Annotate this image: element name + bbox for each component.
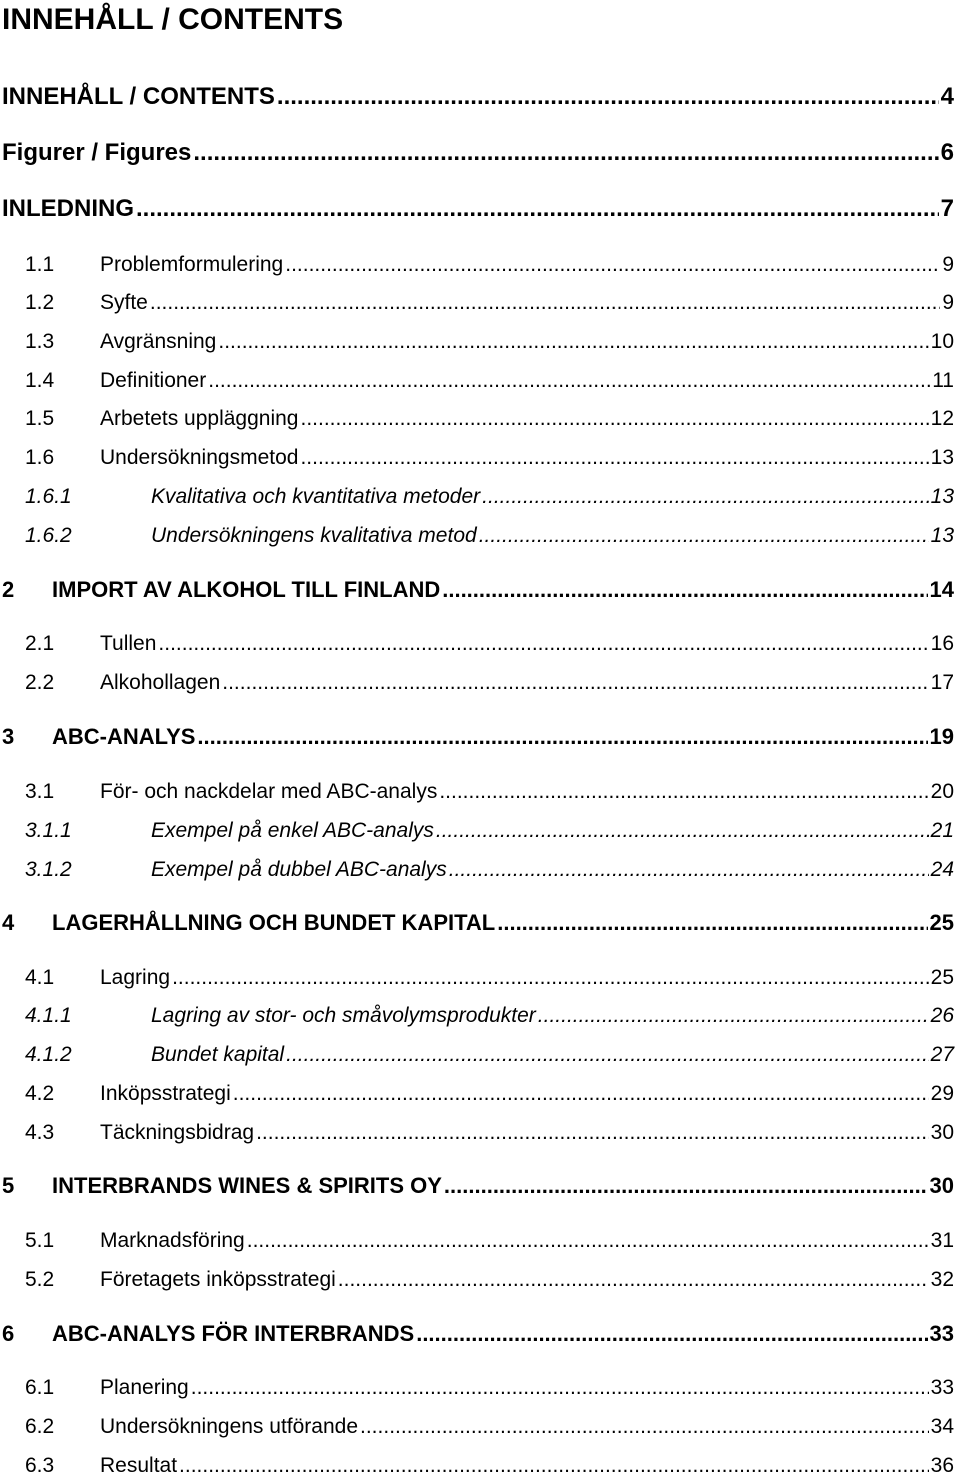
toc-entry-title: Lagring xyxy=(100,966,171,989)
toc-entry-page-number: 17 xyxy=(930,671,954,694)
toc-entry-number: 4.2 xyxy=(25,1082,55,1105)
dot-leader xyxy=(222,670,928,696)
toc-entry-title: Kvalitativa och kvantitativa metoder xyxy=(151,485,481,508)
toc-entry-title: Marknadsföring xyxy=(100,1229,245,1252)
dot-leader xyxy=(479,523,929,549)
dot-leader xyxy=(286,1042,929,1068)
dot-leader xyxy=(497,910,927,936)
toc-entry-number: 1.2 xyxy=(25,291,55,314)
dot-leader xyxy=(193,140,938,166)
dot-leader xyxy=(150,290,940,316)
toc-entry-number: 2.1 xyxy=(25,632,55,655)
toc-entry-title: Inköpsstrategi xyxy=(100,1082,231,1105)
toc-entry-number: 3 xyxy=(2,724,15,749)
toc-entry-page-number: 33 xyxy=(929,1321,954,1346)
toc-entry-number: 4.1.1 xyxy=(25,1004,72,1027)
toc-entry[interactable] xyxy=(0,1267,954,1293)
toc-entry[interactable] xyxy=(0,1042,954,1068)
toc-entry-page-number: 33 xyxy=(930,1376,954,1399)
toc-entry[interactable] xyxy=(0,290,954,316)
toc-entry-number: 1.5 xyxy=(25,407,55,430)
toc-entry-number: 6.2 xyxy=(25,1415,55,1438)
toc-entry[interactable] xyxy=(0,1003,954,1029)
toc-entry[interactable] xyxy=(2,84,954,110)
toc-entry-title: LAGERHÅLLNING OCH BUNDET KAPITAL xyxy=(52,910,496,935)
toc-entry-title: Exempel på enkel ABC-analys xyxy=(151,819,434,842)
dot-leader xyxy=(449,857,929,883)
toc-entry-page-number: 14 xyxy=(929,577,954,602)
dot-leader xyxy=(247,1228,929,1254)
toc-entry-number: 1.3 xyxy=(25,330,55,353)
toc-entry[interactable] xyxy=(0,965,954,991)
toc-entry-title: Syfte xyxy=(100,291,148,314)
toc-entry-number: 4.1 xyxy=(25,966,55,989)
toc-entry-title: Problemformulering xyxy=(100,253,284,276)
toc-entry-title: Täckningsbidrag xyxy=(100,1121,255,1144)
toc-entry-number: 1.6.2 xyxy=(25,524,72,547)
toc-entry-title: För- och nackdelar med ABC-analys xyxy=(100,780,438,803)
toc-entry-page-number: 9 xyxy=(942,253,954,276)
toc-entry[interactable] xyxy=(0,1120,954,1146)
toc-entry-title: Resultat xyxy=(100,1454,178,1477)
toc-entry-number: 3.1.1 xyxy=(25,819,72,842)
toc-entry-page-number: 6 xyxy=(940,139,954,166)
dot-leader xyxy=(439,779,928,805)
toc-entry[interactable] xyxy=(0,779,954,805)
dot-leader xyxy=(172,965,929,991)
page-title: INNEHÅLL / CONTENTS xyxy=(2,3,344,36)
toc-entry-page-number: 27 xyxy=(930,1043,954,1066)
toc-entry-number: 3.1.2 xyxy=(25,858,72,881)
dot-leader xyxy=(136,196,939,222)
toc-entry-title: Undersökningens kvalitativa metod xyxy=(151,524,477,547)
toc-entry-number: 1.4 xyxy=(25,369,55,392)
toc-entry-page-number: 31 xyxy=(930,1229,954,1252)
dot-leader xyxy=(538,1003,929,1029)
toc-entry[interactable] xyxy=(0,252,954,278)
toc-entry[interactable] xyxy=(0,724,954,750)
toc-entry-page-number: 9 xyxy=(942,291,954,314)
dot-leader xyxy=(208,368,930,394)
toc-entry-page-number: 30 xyxy=(929,1173,954,1198)
toc-entry[interactable] xyxy=(0,1173,954,1199)
toc-entry-title: Arbetets uppläggning xyxy=(100,407,299,430)
toc-entry-number: 5.1 xyxy=(25,1229,55,1252)
toc-entry-title: Tullen xyxy=(100,632,157,655)
toc-entry-page-number: 36 xyxy=(930,1454,954,1477)
toc-entry-page-number: 30 xyxy=(930,1121,954,1144)
toc-entry-page-number: 16 xyxy=(930,632,954,655)
toc-entry[interactable] xyxy=(0,818,954,844)
toc-entry[interactable] xyxy=(0,523,954,549)
toc-entry-page-number: 20 xyxy=(930,780,954,803)
toc-entry-number: 5.2 xyxy=(25,1268,55,1291)
toc-entry-title: Avgränsning xyxy=(100,330,217,353)
toc-entry-page-number: 32 xyxy=(930,1268,954,1291)
toc-entry[interactable] xyxy=(0,857,954,883)
dot-leader xyxy=(197,724,927,750)
toc-entry-number: 4.1.2 xyxy=(25,1043,72,1066)
toc-entry-title: IMPORT AV ALKOHOL TILL FINLAND xyxy=(52,577,441,602)
dot-leader xyxy=(285,252,940,278)
toc-entry-title: Bundet kapital xyxy=(151,1043,285,1066)
toc-entry-page-number: 25 xyxy=(929,910,954,935)
toc-entry-number: 5 xyxy=(2,1173,15,1198)
toc-entry-title: INLEDNING xyxy=(2,195,134,222)
toc-entry-number: 4 xyxy=(2,910,15,935)
toc-entry-page-number: 34 xyxy=(930,1415,954,1438)
toc-entry-number: 6 xyxy=(2,1321,15,1346)
dot-leader xyxy=(482,484,928,510)
toc-entry[interactable] xyxy=(0,1375,954,1401)
dot-leader xyxy=(233,1081,929,1107)
dot-leader xyxy=(158,631,928,657)
toc-entry[interactable] xyxy=(0,368,954,394)
toc-entry-number: 6.1 xyxy=(25,1376,55,1399)
toc-entry-title: Undersökningens utförande xyxy=(100,1415,359,1438)
toc-entry[interactable] xyxy=(0,1321,954,1347)
toc-entry-page-number: 7 xyxy=(940,195,954,222)
dot-leader xyxy=(256,1120,929,1146)
toc-entry-page-number: 29 xyxy=(930,1082,954,1105)
toc-entry-number: 1.1 xyxy=(25,253,55,276)
dot-leader xyxy=(338,1267,929,1293)
toc-entry[interactable] xyxy=(0,329,954,355)
toc-entry-page-number: 13 xyxy=(930,446,954,469)
toc-entry[interactable] xyxy=(0,406,954,432)
toc-entry-title: Lagring av stor- och småvolymsprodukter xyxy=(151,1004,536,1027)
dot-leader xyxy=(442,577,927,603)
dot-leader xyxy=(444,1173,928,1199)
toc-entry-page-number: 11 xyxy=(932,369,954,392)
toc-entry-page-number: 13 xyxy=(930,485,954,508)
toc-entry[interactable] xyxy=(0,670,954,696)
toc-entry[interactable] xyxy=(0,445,954,471)
toc-entry-title: INNEHÅLL / CONTENTS xyxy=(2,83,275,110)
dot-leader xyxy=(191,1375,929,1401)
dot-leader xyxy=(360,1414,929,1440)
toc-entry[interactable] xyxy=(0,484,954,510)
toc-entry-number: 4.3 xyxy=(25,1121,55,1144)
toc-entry[interactable] xyxy=(2,140,954,166)
toc-entry-title: Exempel på dubbel ABC-analys xyxy=(151,858,447,881)
toc-entry[interactable] xyxy=(0,1081,954,1107)
toc-entry-number: 2.2 xyxy=(25,671,55,694)
toc-entry-page-number: 10 xyxy=(930,330,954,353)
toc-entry-title: ABC-ANALYS xyxy=(52,724,196,749)
toc-entry-number: 1.6 xyxy=(25,446,55,469)
toc-entry-title: INTERBRANDS WINES & SPIRITS OY xyxy=(52,1173,442,1198)
dot-leader xyxy=(179,1453,929,1479)
toc-entry-page-number: 12 xyxy=(930,407,954,430)
toc-entry-title: ABC-ANALYS FÖR INTERBRANDS xyxy=(52,1321,415,1346)
toc-entry[interactable] xyxy=(0,910,954,936)
toc-entry[interactable] xyxy=(0,631,954,657)
toc-entry[interactable] xyxy=(0,1228,954,1254)
toc-entry-number: 2 xyxy=(2,577,15,602)
toc-entry[interactable] xyxy=(2,196,954,222)
toc-entry-page-number: 21 xyxy=(930,819,954,842)
toc-entry-page-number: 13 xyxy=(930,524,954,547)
toc-entry[interactable] xyxy=(0,1453,954,1479)
toc-entry-title: Företagets inköpsstrategi xyxy=(100,1268,336,1291)
toc-entry-page-number: 4 xyxy=(940,83,954,110)
toc-entry-title: Undersökningsmetod xyxy=(100,446,299,469)
toc-entry-title: Planering xyxy=(100,1376,189,1399)
toc-entry-number: 6.3 xyxy=(25,1454,55,1477)
toc-entry-title: Figurer / Figures xyxy=(2,139,192,166)
toc-entry[interactable] xyxy=(0,577,954,603)
dot-leader xyxy=(416,1321,927,1347)
toc-entry-title: Definitioner xyxy=(100,369,207,392)
toc-entry-number: 3.1 xyxy=(25,780,55,803)
toc-entry[interactable] xyxy=(0,1414,954,1440)
dot-leader xyxy=(218,329,928,355)
toc-entry-number: 1.6.1 xyxy=(25,485,72,508)
dot-leader xyxy=(277,84,939,110)
dot-leader xyxy=(436,818,929,844)
toc-entry-page-number: 24 xyxy=(930,858,954,881)
dot-leader xyxy=(301,406,929,432)
toc-entry-page-number: 19 xyxy=(929,724,954,749)
toc-entry-page-number: 26 xyxy=(930,1004,954,1027)
toc-entry-title: Alkohollagen xyxy=(100,671,221,694)
toc-entry-page-number: 25 xyxy=(930,966,954,989)
dot-leader xyxy=(300,445,928,471)
